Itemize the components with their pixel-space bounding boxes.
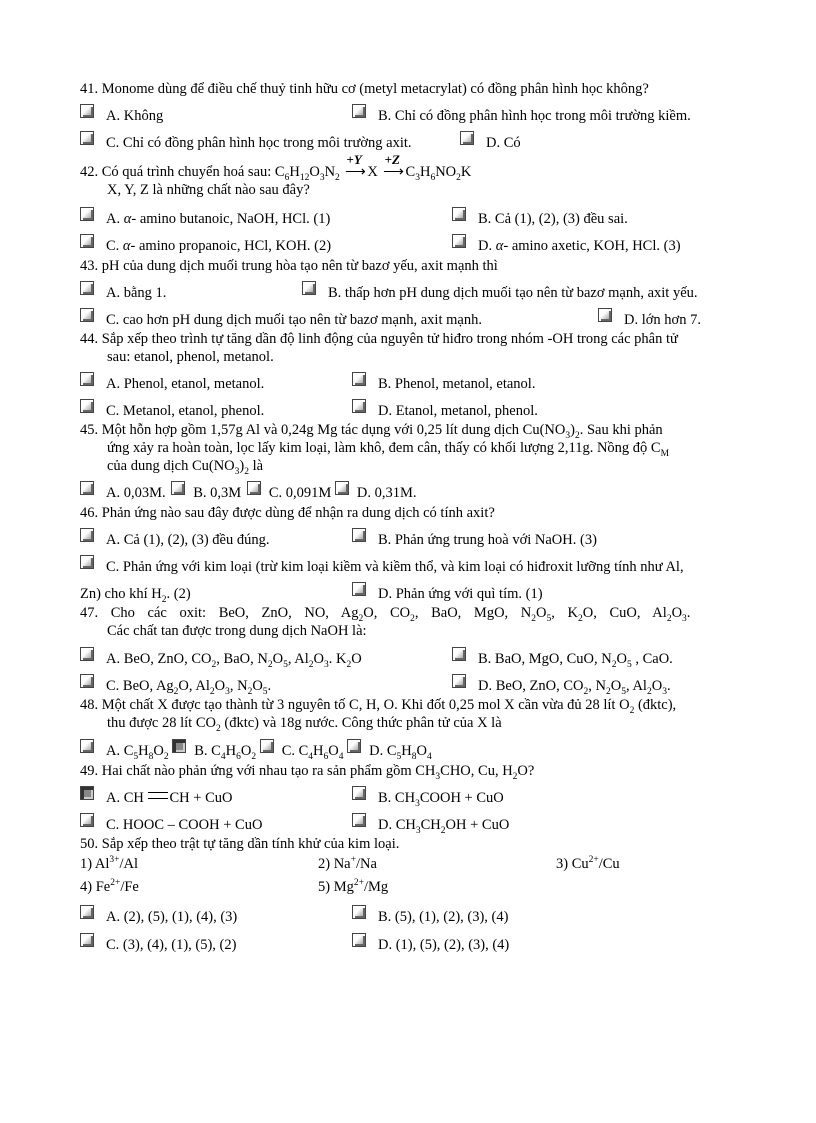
q50-item-2: 2) Na+/Na [318, 855, 377, 872]
checkbox-icon[interactable] [80, 905, 94, 919]
checkbox-icon[interactable] [352, 933, 366, 947]
q43-option-c[interactable]: C. cao hơn pH dung dịch muối tạo nên từ bazơ mạnh, axit mạnh. [80, 311, 482, 329]
question-48-stem: 48. Một chất X được tạo thành từ 3 nguyên tố C, H, O. Khi đốt 0,25 mol X cần vừa đủ 28 lít $O_2$ (đktc), [80, 697, 677, 716]
checkbox-icon[interactable] [260, 739, 274, 753]
question-45-stem-2: ứng xảy ra hoàn toàn, lọc lấy kim loại, làm khô, đem cân, thấy có khối lượng 2,11g. Nồng độ $C_M$ [107, 440, 670, 459]
question-44-stem-2: sau: etanol, phenol, metanol. [107, 349, 274, 365]
question-45-stem: 45. Một hỗn hợp gồm 1,57g Al và 0,24g Mg tác dụng với 0,25 lít dung dịch $Cu(NO_3)_2$. Sau khi phản [80, 422, 663, 441]
checkbox-icon[interactable] [80, 207, 94, 221]
q48-options [80, 742, 432, 760]
q41-option-d[interactable]: D. Có [460, 134, 521, 152]
q48-option-d[interactable]: D. $C_5H_8O_4$ [369, 743, 432, 762]
checkbox-icon[interactable] [352, 786, 366, 800]
q45-options [80, 484, 417, 502]
checkbox-icon[interactable] [80, 481, 94, 495]
q42-option-b[interactable]: B. Cả (1), (2), (3) đều sai. [452, 210, 628, 228]
q49-option-b[interactable]: B. $CH_3COOH$ + CuO [352, 789, 504, 807]
q50-item-5: 5) $Mg^{2+}/Mg$ [318, 878, 389, 895]
checkbox-icon[interactable] [80, 813, 94, 827]
question-45-stem-3: của dung dịch $Cu(NO_3)_2$ là [107, 458, 264, 477]
q46-option-d[interactable]: D. Phản ứng với quì tím. (1) [352, 585, 543, 603]
q41-option-a[interactable]: A. Không [80, 107, 163, 125]
checkbox-icon[interactable] [171, 481, 185, 495]
checkbox-icon[interactable] [452, 647, 466, 661]
q43-option-a[interactable]: A. bằng 1. [80, 284, 166, 302]
q47-option-d[interactable]: D. BeO, ZnO, $CO_2$, $N_2O_5$, $Al_2O_3$. [452, 677, 671, 695]
q49-option-a[interactable]: A. CH CH + CuO [80, 789, 232, 807]
q46-option-c[interactable]: C. Phản ứng với kim loại (trừ kim loại kiềm và kiềm thổ, và kim loại có hiđroxit lưỡng tính như Al, [80, 558, 684, 576]
q50-item-4: 4) $Fe^{2+}/Fe$ [80, 878, 139, 895]
question-46-stem: 46. Phản ứng nào sau đây được dùng để nhận ra dung dịch có tính axit? [80, 505, 495, 521]
checkbox-icon[interactable] [80, 372, 94, 386]
q43-option-b[interactable]: B. thấp hơn pH dung dịch muối tạo nên từ bazơ mạnh, axit yếu. [302, 284, 698, 302]
q42-option-d[interactable]: D. α- amino axetic, KOH, HCl. (3) [452, 237, 681, 255]
question-47-stem-2: Các chất tan được trong dung dịch NaOH là: [107, 623, 367, 639]
q47-option-a[interactable]: A. BeO, ZnO, $CO_2$, BaO, $N_2O_5$, $Al_2O_3$. $K_2O$ [80, 650, 362, 668]
q44-option-a[interactable]: A. Phenol, etanol, metanol. [80, 375, 264, 393]
checkbox-icon[interactable] [80, 528, 94, 542]
checkbox-icon[interactable] [302, 281, 316, 295]
q50-option-a[interactable]: A. (2), (5), (1), (4), (3) [80, 908, 237, 926]
question-42-stem-2: X, Y, Z là những chất nào sau đây? [107, 182, 310, 198]
q41-option-c[interactable]: C. Chỉ có đồng phân hình học trong môi trường axit. [80, 134, 412, 152]
question-50-stem: 50. Sắp xếp theo trật tự tăng dần tính khử của kim loại. [80, 836, 400, 852]
question-47-stem: 47. Cho các oxit: BeO, ZnO, NO, $Ag_2O$, $CO_2$, BaO, MgO, $N_2O_5$, $K_2O$, CuO, $Al_2O_3$. [80, 605, 691, 624]
question-44-stem: 44. Sắp xếp theo trình tự tăng dần độ linh động của nguyên tử hiđro trong nhóm -OH trong các phân tử [80, 331, 678, 347]
checkbox-icon[interactable] [80, 555, 94, 569]
checkbox-icon[interactable] [598, 308, 612, 322]
checkbox-icon[interactable] [452, 207, 466, 221]
q48-option-a[interactable]: A. $C_5H_8O_2$ [106, 743, 169, 762]
q47-option-c[interactable]: C. BeO, $Ag_2O$, $Al_2O_3$, $N_2O_5$. [80, 677, 271, 695]
checkbox-icon[interactable] [80, 281, 94, 295]
checkbox-icon[interactable] [352, 372, 366, 386]
checkbox-icon[interactable] [352, 399, 366, 413]
question-49-stem: 49. Hai chất nào phản ứng với nhau tạo ra sản phẩm gồm $CH_3CHO$, Cu, $H_2O$? [80, 763, 535, 782]
question-41-stem: 41. Monome dùng để điều chế thuỷ tinh hữu cơ (metyl metacrylat) có đồng phân hình học không? [80, 81, 649, 97]
checkbox-icon[interactable] [335, 481, 349, 495]
checkbox-icon[interactable] [80, 933, 94, 947]
checkbox-icon[interactable] [352, 813, 366, 827]
q45-option-b[interactable]: B. 0,3M [193, 485, 242, 501]
q42-option-c[interactable]: C. α- amino propanoic, HCl, KOH. (2) [80, 237, 331, 255]
checkbox-icon[interactable] [80, 399, 94, 413]
q49-option-d[interactable]: D. $CH_3CH_2OH$ + CuO [352, 816, 509, 834]
checkbox-icon[interactable] [452, 234, 466, 248]
checkbox-selected-icon[interactable] [80, 786, 94, 800]
checkbox-icon[interactable] [352, 905, 366, 919]
checkbox-selected-icon[interactable] [172, 739, 186, 753]
q43-option-d[interactable]: D. lớn hơn 7. [598, 311, 701, 329]
checkbox-icon[interactable] [80, 739, 94, 753]
checkbox-icon[interactable] [80, 674, 94, 688]
q48-option-c[interactable]: C. $C_4H_6O_4$ [281, 743, 344, 762]
checkbox-icon[interactable] [80, 647, 94, 661]
q44-option-d[interactable]: D. Etanol, metanol, phenol. [352, 402, 538, 420]
triple-bond-icon [148, 792, 168, 799]
checkbox-icon[interactable] [352, 104, 366, 118]
q50-option-d[interactable]: D. (1), (5), (2), (3), (4) [352, 936, 509, 954]
q50-option-b[interactable]: B. (5), (1), (2), (3), (4) [352, 908, 508, 926]
q42-option-a[interactable]: A. α- amino butanoic, NaOH, HCl. (1) [80, 210, 330, 228]
checkbox-icon[interactable] [352, 582, 366, 596]
q48-option-b[interactable]: B. $C_4H_6O_2$ [194, 743, 257, 762]
checkbox-icon[interactable] [80, 104, 94, 118]
question-42-stem: 42. Có quá trình chuyển hoá sau: $C_6H_{12}O_3N_2$ +Y ⟶ X +Z ⟶ $C_3H_6NO_2K$ [80, 152, 472, 183]
checkbox-icon[interactable] [460, 131, 474, 145]
checkbox-icon[interactable] [80, 308, 94, 322]
checkbox-icon[interactable] [347, 739, 361, 753]
q46-option-b[interactable]: B. Phản ứng trung hoà với NaOH. (3) [352, 531, 597, 549]
q46-option-a[interactable]: A. Cả (1), (2), (3) đều đúng. [80, 531, 270, 549]
q47-option-b[interactable]: B. BaO, MgO, CuO, $N_2O_5$ , CaO. [452, 650, 673, 668]
q49-option-c[interactable]: C. HOOC – COOH + CuO [80, 816, 262, 834]
q45-option-c[interactable]: C. 0,091M [268, 485, 332, 501]
checkbox-icon[interactable] [352, 528, 366, 542]
checkbox-icon[interactable] [247, 481, 261, 495]
q45-option-a[interactable]: A. 0,03M. [106, 485, 166, 501]
checkbox-icon[interactable] [80, 234, 94, 248]
question-48-stem-2: thu được 28 lít $CO_2$ (đktc) và 18g nước. Công thức phân tử của X là [107, 715, 502, 734]
q44-option-c[interactable]: C. Metanol, etanol, phenol. [80, 402, 264, 420]
checkbox-icon[interactable] [452, 674, 466, 688]
checkbox-icon[interactable] [80, 131, 94, 145]
q44-option-b[interactable]: B. Phenol, metanol, etanol. [352, 375, 535, 393]
q50-item-3: 3) $Cu^{2+}/Cu$ [556, 855, 620, 872]
q41-option-b[interactable]: B. Chỉ có đồng phân hình học trong môi trường kiềm. [352, 107, 691, 125]
q50-option-c[interactable]: C. (3), (4), (1), (5), (2) [80, 936, 236, 954]
question-43-stem: 43. pH của dung dịch muối trung hòa tạo nên từ bazơ yếu, axit mạnh thì [80, 258, 498, 274]
q50-item-1: 1) $Al^{3+}/Al$ [80, 855, 139, 872]
q45-option-d[interactable]: D. 0,31M. [356, 485, 417, 501]
q46-option-c-cont: Zn) cho khí $H_2$. (2) [80, 586, 191, 605]
